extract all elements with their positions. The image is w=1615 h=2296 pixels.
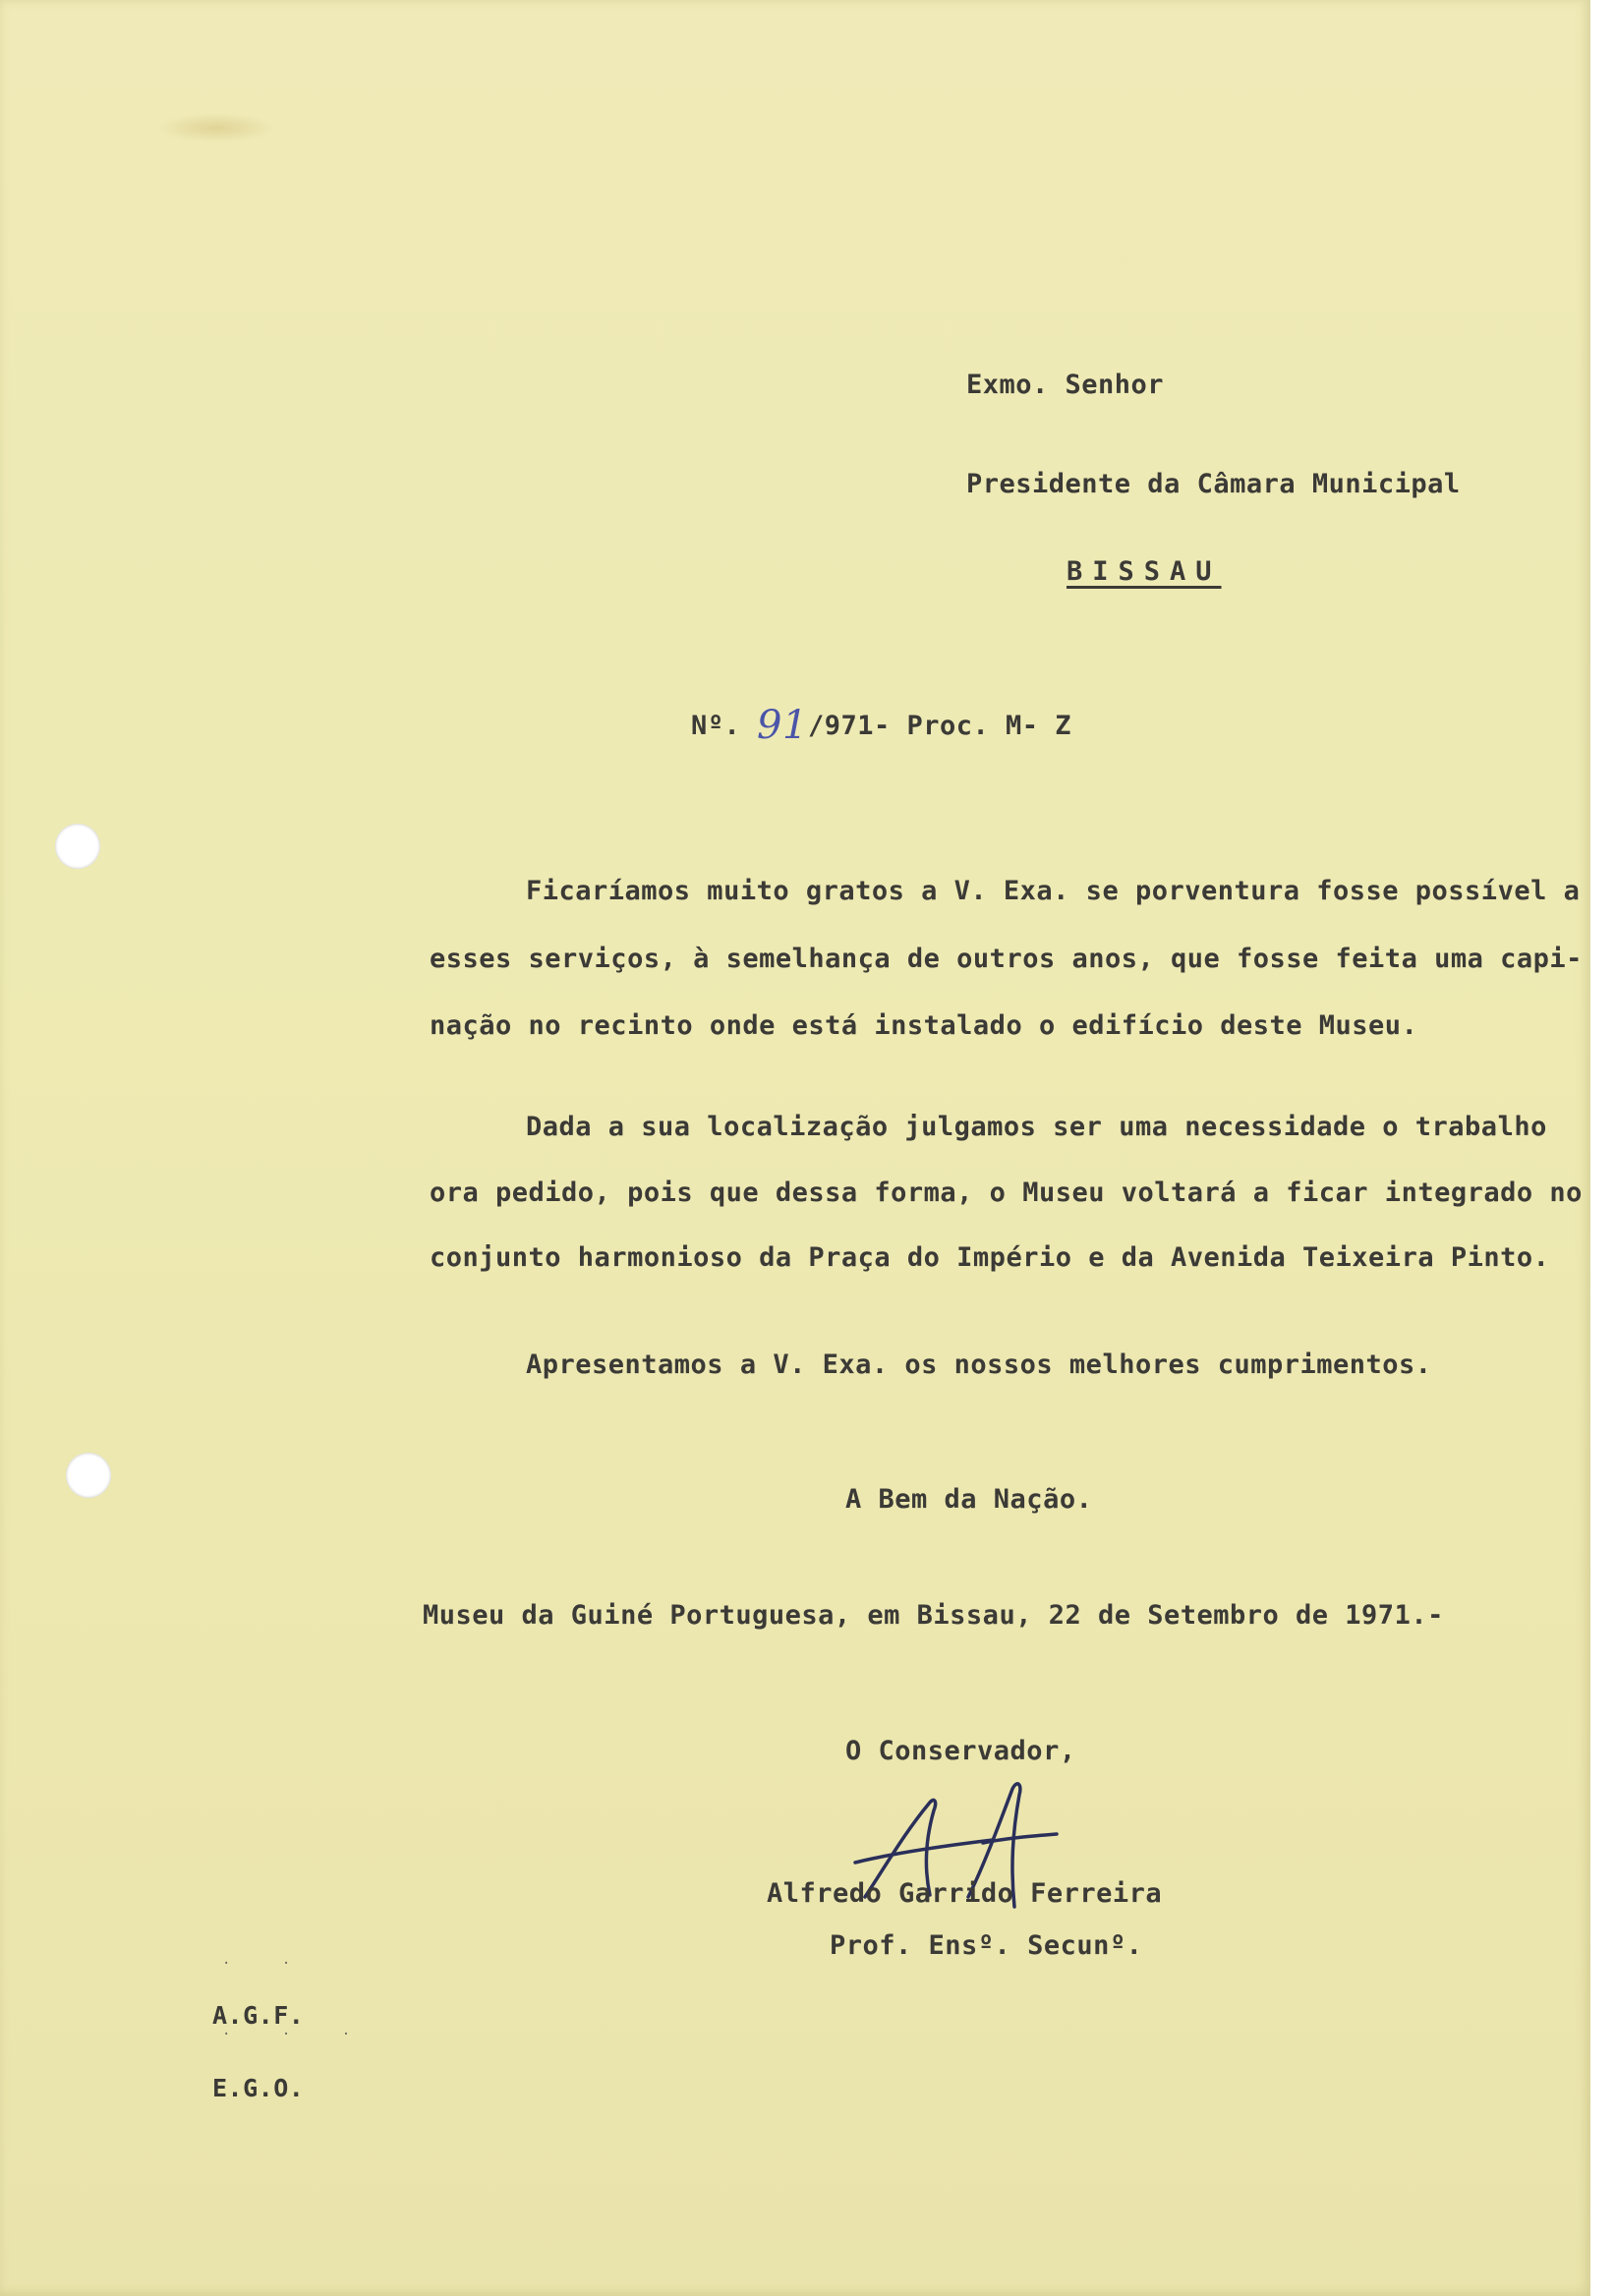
paper-stain: [157, 113, 275, 143]
initials-line-1: A.G.F.: [212, 2001, 305, 2030]
punch-hole-top: [55, 824, 100, 869]
punch-hole-bottom: [66, 1453, 111, 1498]
body-paragraph-1-line-3: nação no recinto onde está instalado o edifício deste Museu.: [430, 1010, 1418, 1041]
dotted-mark-top: · ·: [222, 1956, 313, 1972]
addressee-salutation: Exmo. Senhor: [966, 370, 1165, 400]
body-paragraph-1-line-2: esses serviços, à semelhança de outros anos, que fosse feita uma capi-: [430, 944, 1583, 974]
reference-handwritten-number: 91: [757, 703, 808, 748]
signatory-title: O Conservador,: [845, 1736, 1076, 1766]
place-and-date: Museu da Guiné Portuguesa, em Bissau, 22 de Setembro de 1971.-: [423, 1600, 1444, 1631]
signatory-name: Alfredo Garrido Ferreira: [767, 1878, 1163, 1909]
body-paragraph-2-line-2: ora pedido, pois que dessa forma, o Museu voltará a ficar integrado no: [430, 1177, 1583, 1208]
body-paragraph-2-line-3: conjunto harmonioso da Praça do Império e da Avenida Teixeira Pinto.: [430, 1242, 1550, 1273]
body-paragraph-1-line-1: Ficaríamos muito gratos a V. Exa. se porventura fosse possível a: [526, 876, 1581, 906]
dotted-mark-bottom: · · ·: [222, 2027, 373, 2042]
body-paragraph-2-line-1: Dada a sua localização julgamos ser uma necessidade o trabalho: [526, 1112, 1547, 1142]
scan-margin: [1590, 0, 1615, 2296]
signatory-rank: Prof. Ensº. Secunº.: [830, 1930, 1143, 1961]
initials-line-2: E.G.O.: [212, 2074, 305, 2102]
reference-prefix: Nº.: [691, 711, 741, 741]
addressee-city: BISSAU: [1067, 556, 1222, 587]
addressee-title: Presidente da Câmara Municipal: [966, 469, 1461, 499]
reference-suffix: /971- Proc. M- Z: [807, 711, 1072, 741]
body-paragraph-3-line-1: Apresentamos a V. Exa. os nossos melhores cumprimentos.: [526, 1349, 1432, 1380]
reference-number: [691, 702, 1072, 748]
closing-formula: A Bem da Nação.: [845, 1484, 1093, 1515]
